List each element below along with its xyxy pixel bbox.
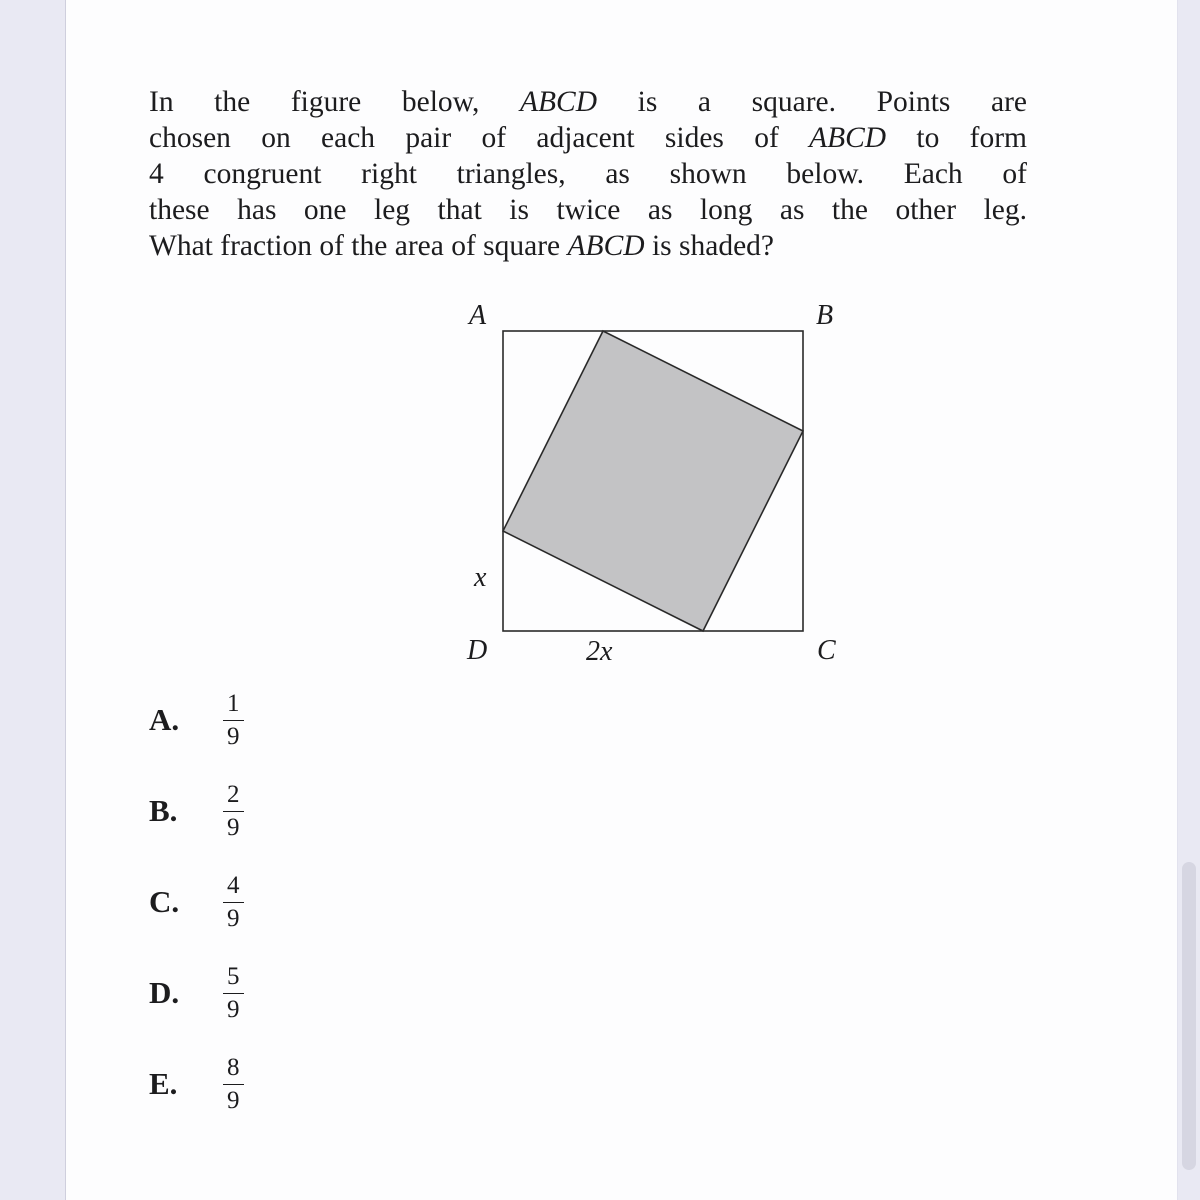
choice-letter: D.	[149, 975, 180, 1010]
fraction-numerator: 5	[227, 963, 240, 990]
choice-row-A	[149, 684, 244, 756]
choice-fraction	[223, 872, 244, 932]
choice-fraction	[223, 963, 244, 1023]
choice-row-E	[149, 1048, 244, 1120]
fraction-numerator: 4	[227, 872, 240, 899]
question-line: chosen on each pair of adjacent sides of ABCD to form	[149, 122, 1027, 154]
vertex-label-B: B	[816, 300, 834, 331]
fraction-denominator: 9	[223, 993, 244, 1024]
vertex-label-C: C	[817, 635, 836, 666]
question-line: In the figure below, ABCD is a square. Points are	[149, 86, 1027, 118]
fraction-numerator: 2	[227, 781, 240, 808]
fraction-denominator: 9	[223, 720, 244, 751]
choice-fraction	[223, 781, 244, 841]
question-text	[149, 84, 1027, 264]
shaded-inner-square	[503, 331, 803, 631]
square-diagram	[361, 300, 841, 690]
choice-letter: B.	[149, 793, 178, 828]
fraction-numerator: 8	[227, 1054, 240, 1081]
question-line: What fraction of the area of square ABCD is shaded?	[149, 230, 774, 262]
choice-fraction	[223, 1054, 244, 1114]
answer-choices	[149, 684, 244, 1139]
document-page	[65, 0, 1178, 1200]
side-label-x: x	[474, 562, 487, 593]
choice-row-D	[149, 957, 244, 1029]
question-line: these has one leg that is twice as long as the other leg.	[149, 194, 1027, 226]
fraction-denominator: 9	[223, 811, 244, 842]
fraction-numerator: 1	[227, 690, 240, 717]
vertex-label-A: A	[469, 300, 487, 331]
choice-fraction	[223, 690, 244, 750]
question-line: 4 congruent right triangles, as shown below. Each of	[149, 158, 1027, 190]
fraction-denominator: 9	[223, 902, 244, 933]
choice-row-C	[149, 866, 244, 938]
scrollbar-thumb[interactable]	[1182, 862, 1196, 1170]
geometry-figure	[361, 300, 841, 690]
side-label-2x: 2x	[586, 636, 613, 667]
fraction-denominator: 9	[223, 1084, 244, 1115]
choice-letter: C.	[149, 884, 180, 919]
choice-letter: E.	[149, 1066, 178, 1101]
choice-letter: A.	[149, 702, 180, 737]
choice-row-B	[149, 775, 244, 847]
vertex-label-D: D	[467, 635, 488, 666]
